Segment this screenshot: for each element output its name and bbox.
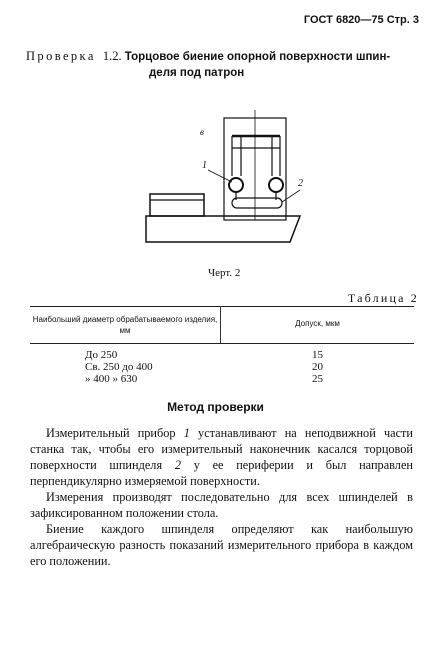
chuck-flange <box>232 198 282 208</box>
row-range: До 250 <box>85 349 118 361</box>
table-row <box>30 361 414 373</box>
figure-label-1: 1 <box>202 160 207 171</box>
row-tolerance: 25 <box>312 373 323 385</box>
section-label: Проверка <box>26 49 96 63</box>
indicator-1 <box>229 178 243 192</box>
method-text <box>30 425 413 569</box>
section-title <box>26 48 416 81</box>
indicator-2 <box>269 178 283 192</box>
section-heading-line1: Торцовое биение опорной поверхности шпин- <box>124 51 391 63</box>
table-row <box>30 349 414 361</box>
paragraph-3: Биение каждого шпинделя определяют как наибольшую алгебраическую разность показаний измерительного прибора в каждом его положении. <box>30 522 413 568</box>
table-top-rule <box>30 306 414 307</box>
paragraph-1: Измерительный прибор 1 устанавливают на неподвижной части станка так, чтобы его измерительный наконечник касался торцовой поверхности шпинделя 2 у ее периферии и был направлен перпендикулярно измеряемой поверхности. <box>30 426 413 488</box>
row-tolerance: 15 <box>312 349 323 361</box>
method-title: Метод проверки <box>167 400 264 414</box>
row-range: » 400 » 630 <box>85 373 138 385</box>
paragraph-2: Измерения производят последовательно для всех шпинделей в зафиксированном положении стола. <box>30 490 413 520</box>
page-header: ГОСТ 6820—75 Стр. 3 <box>303 14 419 26</box>
figure-caption: Черт. 2 <box>208 267 241 279</box>
spindle-diagram <box>140 110 310 260</box>
row-tolerance: 20 <box>312 361 323 373</box>
table-header-rule <box>30 343 414 344</box>
column-header-diameter: Наибольший диаметр обрабатываемого изделия, мм <box>32 315 218 335</box>
row-range: Св. 250 до 400 <box>85 361 153 373</box>
figure-label-a: в <box>200 127 204 137</box>
section-heading-line2: деля под патрон <box>149 67 245 79</box>
column-header-tolerance: Допуск, мкм <box>295 319 340 328</box>
figure-label-2: 2 <box>298 178 303 189</box>
section-number: 1.2. <box>102 49 122 63</box>
table-caption: Таблица 2 <box>347 291 419 305</box>
table-row <box>30 373 414 385</box>
